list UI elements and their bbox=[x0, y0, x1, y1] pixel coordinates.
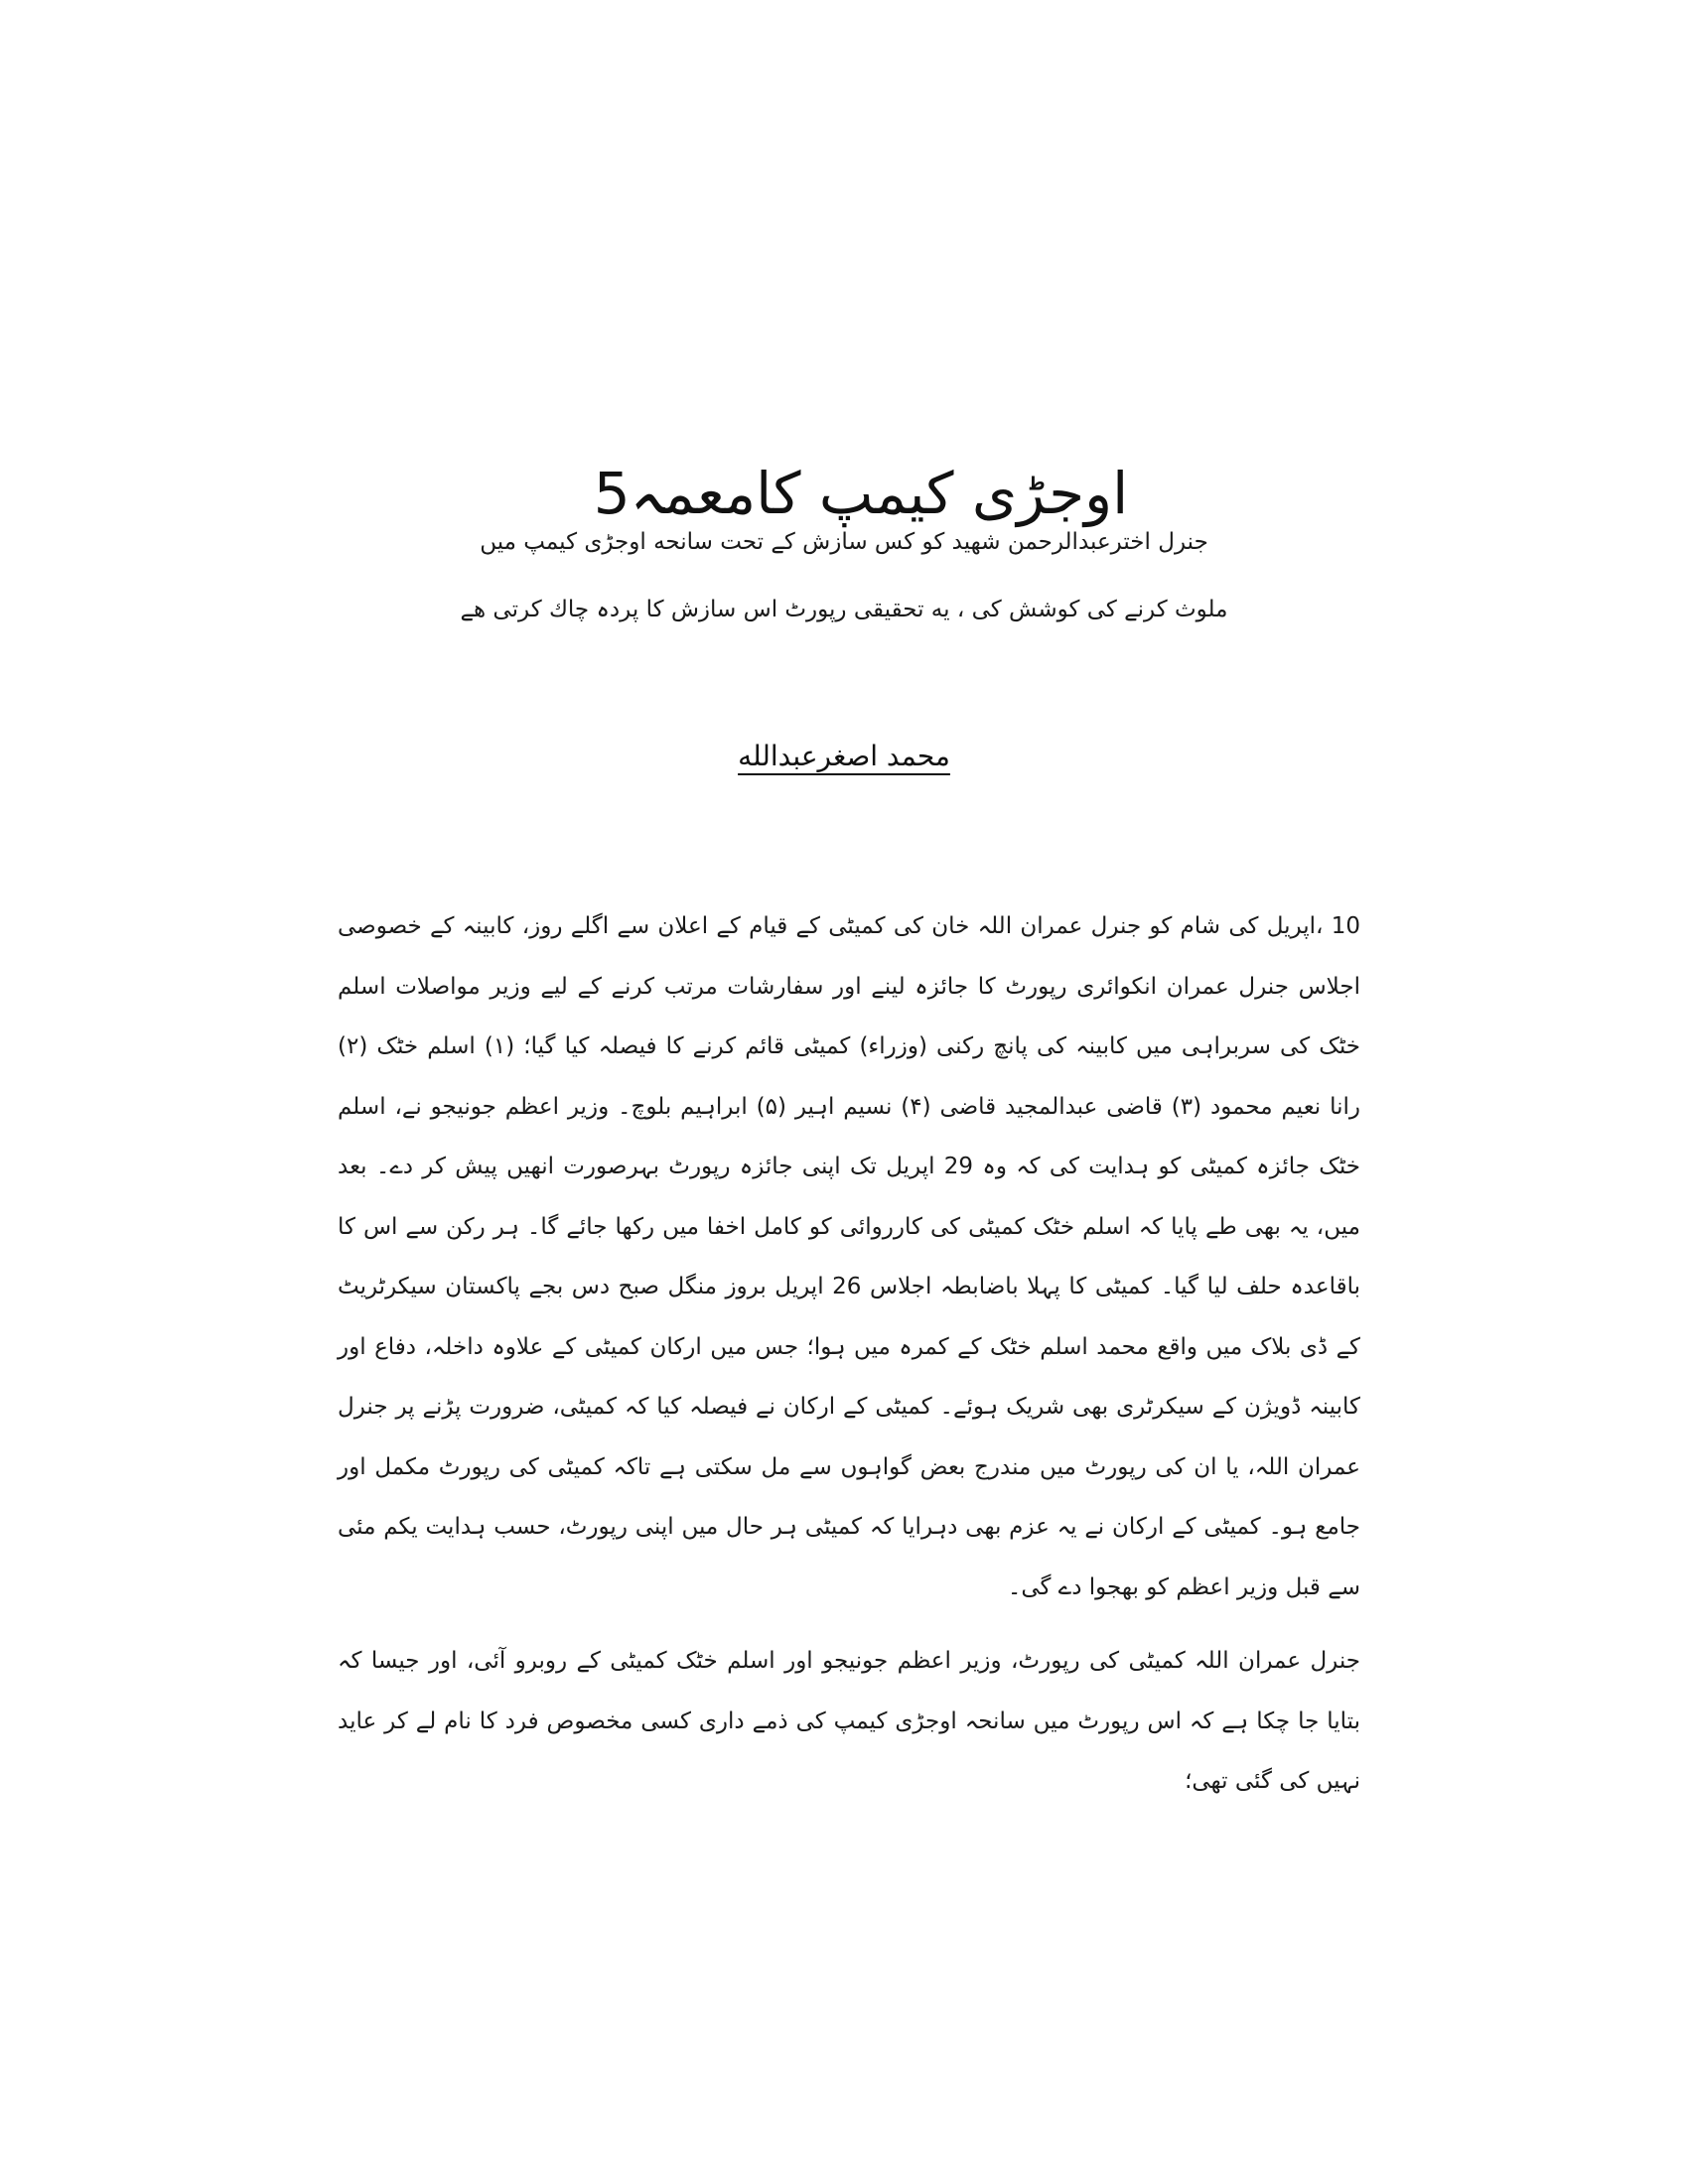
author-name: محمد اصغرعبدالله bbox=[738, 740, 950, 772]
subtitle-line-2: ملوث کرنے کی کوشش کی ، یه تحقیقی رپورٹ اس سازش کا پردہ چاك کرتی هے bbox=[460, 597, 1228, 622]
paragraph-2: جنرل عمران اللہ کمیٹی کی رپورٹ، وزیر اعظم جونیجو اور اسلم خٹک کمیٹی کے روبرو آئی، اور جیسا کہ بتایا جا چکا ہے کہ اس رپورٹ میں سانحہ اوجڑی کیمپ کی ذمے داری کسی مخصوص فرد کا نام لے کر عاید نہیں کی گئی تھی؛ bbox=[338, 1648, 1360, 1794]
chapter-title: اوجڑی کیمپ کامعمہ bbox=[630, 459, 1129, 527]
paragraph-1: 10 ،اپریل کی شام کو جنرل عمران اللہ خان کی کمیٹی کے قیام کے اعلان سے اگلے روز، کابینہ کے خصوصی اجلاس جنرل عمران انکوائری رپورٹ کا جائزہ لینے اور سفارشات مرتب کرنے کے لیے وزیر مواصلات اسلم خٹک کی سربراہی میں کابینہ کی پانچ رکنی (وزراء) کمیٹی قائم کرنے کا فیصلہ کیا گیا؛ (۱) اسلم خٹک (۲) رانا نعیم محمود (۳) قاضی عبدالمجید قاضی (۴) نسیم اہیر (۵) ابراہیم بلوچ۔ وزیر اعظم جونیجو نے، اسلم خٹک جائزہ کمیٹی کو ہدایت کی کہ وہ 29 اپریل تک اپنی جائزہ رپورٹ بہرصورت انھیں پیش کر دے۔ بعد میں، یہ بھی طے پایا کہ اسلم خٹک کمیٹی کی کارروائی کو کامل اخفا میں رکھا جائے گا۔ ہر رکن سے اس کا باقاعدہ حلف لیا گیا۔ کمیٹی کا پہلا باضابطہ اجلاس 26 اپریل بروز منگل صبح دس بجے پاکستان سیکرٹریٹ کے ڈی بلاک میں واقع محمد اسلم خٹک کے کمرہ میں ہوا؛ جس میں ارکان کمیٹی کے علاوہ داخلہ، دفاع اور کابینہ ڈویژن کے سیکرٹری بھی شریک ہوئے۔ کمیٹی کے ارکان نے فیصلہ کیا کہ کمیٹی، ضرورت پڑنے پر جنرل عمران اللہ، یا ان کی رپورٹ میں مندرج بعض گواہوں سے مل سکتی ہے تاکہ کمیٹی کی رپورٹ مکمل اور جامع ہو۔ کمیٹی کے ارکان نے یہ عزم بھی دہرایا کہ کمیٹی ہر حال میں اپنی رپورٹ، حسب ہدایت یکم مئی سے قبل وزیر اعظم کو بھجوا دے گی۔ bbox=[338, 913, 1360, 1600]
subtitle-line-1: جنرل اخترعبدالرحمن شهید کو کس سازش کے تحت سانحه اوجڑی کیمپ میں bbox=[480, 529, 1208, 555]
chapter-subtitle bbox=[328, 508, 1360, 643]
chapter-number: 5 bbox=[593, 459, 631, 527]
body-text bbox=[338, 896, 1360, 1812]
